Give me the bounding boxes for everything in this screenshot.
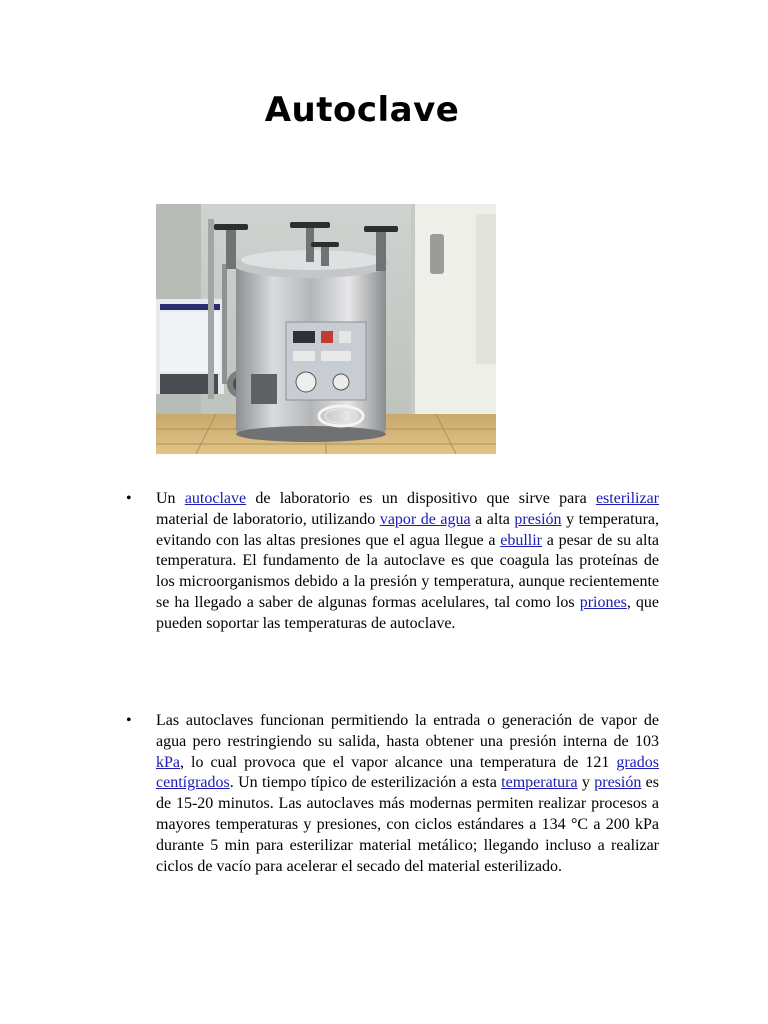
text-run: . Un tiempo típico de esterilización a esta <box>229 774 502 792</box>
inline-link[interactable]: kPa <box>156 753 180 771</box>
inline-link[interactable]: esterilizar <box>595 490 660 507</box>
bullet-marker: • <box>126 490 132 507</box>
text-run: a pesar de su alta temperatura. El fundamento de la autoclave es que coagula las proteínas de los microorganismos debido a la presión y temperatura, aunque recientemente se ha llegado a saber de algunas formas acelulares, tal como los <box>156 531 660 611</box>
text-run: Un <box>156 490 185 507</box>
inline-link[interactable]: autoclave <box>184 490 247 507</box>
inline-link[interactable]: priones <box>579 593 627 611</box>
text-run: , lo cual provoca que el vapor alcance una temperatura de 121 <box>180 753 617 771</box>
bullet-marker: • <box>126 712 132 729</box>
text-run: Las autoclaves funcionan permitiendo la entrada o generación de vapor de agua pero restringiendo su salida, hasta obtener una presión interna de 103 <box>156 712 659 750</box>
inline-link[interactable]: presión <box>594 774 642 792</box>
paragraph-autoclave-definition <box>156 489 659 635</box>
text-run: , que pueden soportar las temperaturas de autoclave. <box>156 593 659 632</box>
autoclave-photo <box>156 204 496 454</box>
inline-link[interactable]: presión <box>514 510 562 528</box>
text-run: y temperatura, evitando con las altas presiones que el agua llegue a <box>156 510 659 549</box>
page-title: Autoclave <box>264 90 460 130</box>
inline-link[interactable]: vapor de agua <box>379 510 471 528</box>
text-run: material de laboratorio, utilizando <box>156 510 380 528</box>
inline-link[interactable]: grados centígrados <box>156 753 659 792</box>
inline-link[interactable]: temperatura <box>501 774 578 792</box>
text-run: y <box>577 774 595 792</box>
text-run: es de 15-20 minutos. Las autoclaves más modernas permiten realizar procesos a mayores temperaturas y presiones, con ciclos estándares a 134 °C a 200 kPa durante 5 min para esterilizar material metálico; llegando incluso a realizar ciclos de vacío para acelerar el secado del material esterilizado. <box>156 774 659 875</box>
text-run: a alta <box>470 510 515 528</box>
inline-link[interactable]: ebullir <box>500 531 542 549</box>
paragraph-autoclave-operation <box>156 711 659 877</box>
text-run: de laboratorio es un dispositivo que sirve para <box>246 490 596 507</box>
